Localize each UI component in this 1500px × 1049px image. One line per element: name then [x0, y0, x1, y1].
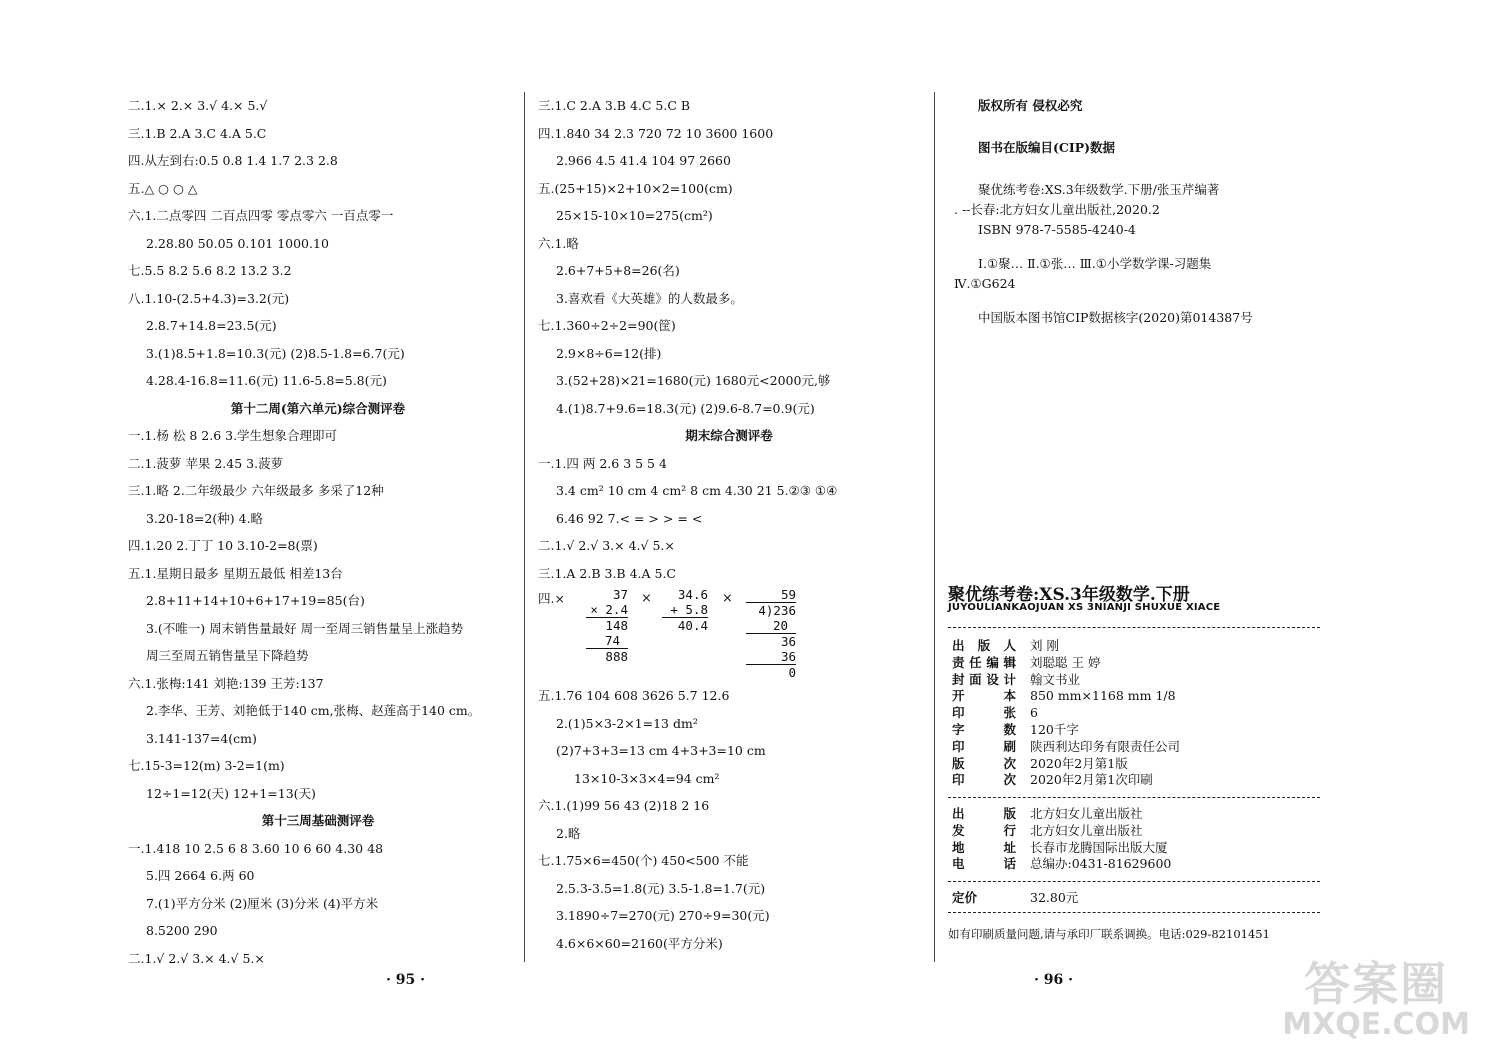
- price-value: 32.80元: [1030, 890, 1079, 905]
- answer-line: 2.李华、王芳、刘艳低于140 cm,张梅、赵莲高于140 cm。: [146, 703, 481, 718]
- dashed-divider: [948, 881, 1320, 882]
- section-heading: 第十二周(第六单元)综合测评卷: [230, 400, 406, 416]
- answer-line: 12÷1=12(天) 12+1=13(天): [146, 785, 316, 801]
- vertical-multiplication: [586, 587, 628, 664]
- info-value: 北方妇女儿童出版社: [1030, 822, 1143, 838]
- answer-line: 二.1.√ 2.√ 3.× 4.√ 5.×: [128, 950, 265, 966]
- answer-line: 七.1.75×6=450(个) 450<500 不能: [538, 853, 749, 868]
- info-row: [952, 672, 1180, 689]
- answer-line: 二.1.√ 2.√ 3.× 4.√ 5.×: [538, 538, 675, 553]
- info-label: 封 面 设 计: [952, 671, 1016, 687]
- info-row: [952, 655, 1180, 672]
- answer-line: 3.20-18=2(种) 4.略: [146, 510, 264, 526]
- answer-line: 3.4 cm² 10 cm 4 cm² 8 cm 4.30 21 5.②③ ①④: [556, 483, 838, 498]
- answer-line: 2.(1)5×3-2×1=13 dm²: [556, 715, 698, 731]
- watermark-text: 答案圈: [1304, 957, 1449, 1011]
- answer-line: 3.喜欢看《大英雄》的人数最多。: [556, 290, 743, 306]
- calc-line: 37: [612, 587, 628, 602]
- info-value: 长春市龙腾国际出版大厦: [1030, 839, 1168, 855]
- info-label: 印 刷: [952, 738, 1016, 754]
- column-divider: [524, 92, 525, 962]
- info-value: 2020年2月第1次印刷: [1030, 772, 1153, 788]
- answer-line: 五.1.76 104 608 3626 5.7 12.6: [538, 688, 730, 703]
- info-label: 出 版 人: [952, 638, 1016, 653]
- dashed-divider: [948, 797, 1320, 798]
- answer-line: 3.(1)8.5+1.8=10.3(元) (2)8.5-1.8=6.7(元): [146, 345, 405, 361]
- answer-line: 2.9×8÷6=12(排): [556, 345, 662, 361]
- info-label: 责 任 编 辑: [952, 654, 1016, 670]
- info-value: 刘 刚: [1030, 638, 1059, 653]
- info-row: [952, 688, 1180, 705]
- answer-line: 2.8+11+14+10+6+17+19=85(台): [146, 593, 365, 608]
- answer-line: 2.略: [556, 825, 581, 841]
- answer-line: 八.1.10-(2.5+4.3)=3.2(元): [128, 290, 290, 306]
- publication-info-staff: [952, 638, 1180, 789]
- info-value: 总编办:0431-81629600: [1030, 856, 1172, 872]
- vertical-addition: [662, 587, 708, 633]
- calc-line: + 5.8: [662, 602, 708, 618]
- dashed-divider: [948, 912, 1320, 913]
- answer-line: 25×15-10×10=275(cm²): [556, 208, 713, 223]
- section-heading: 期末综合测评卷: [685, 428, 773, 443]
- calc-line: 0: [788, 665, 796, 680]
- cip-title: 图书在版编目(CIP)数据: [978, 140, 1116, 155]
- info-label: 出 版: [952, 806, 1016, 821]
- answer-line: 七.1.360÷2÷2=90(筐): [538, 318, 676, 333]
- answer-line: 2.6+7+5+8=26(名): [556, 263, 680, 278]
- answer-line: 一.1.杨 松 8 2.6 3.学生想象合理即可: [128, 428, 338, 443]
- info-value: 2020年2月第1版: [1030, 755, 1128, 771]
- answer-line: 4.6×6×60=2160(平方分米): [556, 935, 723, 951]
- vertical-calculations: [538, 587, 920, 682]
- answer-line: 一.1.四 两 2.6 3 5 5 4: [538, 455, 667, 471]
- publication-info-publisher: [952, 806, 1171, 873]
- calc-line: 34.6: [677, 587, 708, 602]
- copyright-notice: 版权所有 侵权必究: [978, 98, 1083, 113]
- info-row: [952, 638, 1180, 655]
- info-row: [952, 856, 1171, 873]
- price-row: [952, 890, 1078, 907]
- answer-line: 2.5.3-3.5=1.8(元) 3.5-1.8=1.7(元): [556, 880, 766, 896]
- calc-line: × 2.4: [586, 602, 628, 618]
- info-label: 印 次: [952, 772, 1016, 788]
- price-label: 定价: [952, 890, 978, 905]
- calc-line: 148: [605, 618, 628, 633]
- copyright-block: [948, 96, 1326, 328]
- info-label: 发 行: [952, 822, 1016, 838]
- calc-line: 36: [780, 634, 796, 649]
- info-value: 120千字: [1030, 721, 1079, 737]
- answer-column-middle: [538, 92, 920, 957]
- calc-line: 4)236: [758, 603, 796, 618]
- column-divider: [934, 92, 935, 962]
- info-value: 陕西利达印务有限责任公司: [1030, 738, 1181, 754]
- info-label: 地 址: [952, 839, 1016, 855]
- section-four-prefix: 四.×: [538, 591, 565, 606]
- answer-line: 3.(不唯一) 周末销售量最好 周一至周三销售量呈上涨趋势: [146, 620, 464, 636]
- answer-line: 六.1.张梅:141 刘艳:139 王芳:137: [128, 675, 324, 691]
- answer-line: 2.28.80 50.05 0.101 1000.10: [146, 235, 329, 251]
- answer-line: 7.(1)平方分米 (2)厘米 (3)分米 (4)平方米: [146, 895, 379, 911]
- answer-line: 3.1890÷7=270(元) 270÷9=30(元): [556, 908, 770, 923]
- info-label: 版 次: [952, 755, 1016, 771]
- calc-line: 20: [746, 618, 796, 634]
- info-value: 850 mm×1168 mm 1/8: [1030, 688, 1176, 704]
- answer-line: 8.5200 290: [146, 923, 218, 938]
- book-title-pinyin: JUYOULIANKAOJUAN XS 3NIANJI SHUXUE XIACE: [948, 602, 1221, 613]
- wrong-mark: ×: [722, 591, 733, 606]
- calc-line: 36: [746, 649, 796, 665]
- answer-line: 4.28.4-16.8=11.6(元) 11.6-5.8=5.8(元): [146, 373, 387, 388]
- info-row: [952, 739, 1180, 756]
- calc-line: 74: [586, 633, 628, 649]
- info-row: [952, 823, 1171, 840]
- cip-line: . --长春:北方妇女儿童出版社,2020.2: [954, 202, 1160, 217]
- info-value: 翰文书业: [1030, 671, 1081, 687]
- answer-line: 一.1.418 10 2.5 6 8 3.60 10 6 60 4.30 48: [128, 840, 384, 856]
- cip-line: 聚优练考卷:XS.3年级数学.下册/张玉芹编著: [978, 182, 1220, 197]
- answer-line: 3.(52+28)×21=1680(元) 1680元<2000元,够: [556, 373, 831, 388]
- watermark-url: MXQE.COM: [1282, 1007, 1470, 1042]
- info-row: [952, 756, 1180, 773]
- page-number: · 96 ·: [1034, 972, 1073, 988]
- cip-verify: 中国版本图书馆CIP数据核字(2020)第014387号: [978, 310, 1253, 325]
- classification-line: Ⅳ.①G624: [954, 276, 1016, 291]
- answer-line: 三.1.略 2.二年级最少 六年级最多 多采了12种: [128, 483, 384, 498]
- answer-line: (2)7+3+3=13 cm 4+3+3=10 cm: [556, 743, 766, 758]
- answer-line: 五.(25+15)×2+10×2=100(cm): [538, 180, 733, 196]
- classification-line: Ⅰ.①聚… Ⅱ.①张… Ⅲ.①小学数学课-习题集: [978, 256, 1212, 271]
- wrong-mark: ×: [641, 591, 652, 606]
- info-label: 电 话: [952, 856, 1016, 872]
- answer-line: 六.1.(1)99 56 43 (2)18 2 16: [538, 798, 710, 813]
- info-value: 北方妇女儿童出版社: [1030, 806, 1143, 821]
- dashed-divider: [948, 627, 1320, 628]
- answer-line: 二.1.菠萝 苹果 2.45 3.菠萝: [128, 455, 284, 471]
- calc-line: 59: [746, 587, 796, 603]
- page-number: · 95 ·: [386, 972, 425, 988]
- answer-line: 5.四 2664 6.两 60: [146, 868, 255, 883]
- book-title: 聚优练考卷:XS.3年级数学.下册: [948, 585, 1190, 605]
- answer-line: 四.1.840 34 2.3 720 72 10 3600 1600: [538, 125, 774, 141]
- answer-line: 七.15-3=12(m) 3-2=1(m): [128, 758, 285, 773]
- answer-line: 4.(1)8.7+9.6=18.3(元) (2)9.6-8.7=0.9(元): [556, 400, 815, 416]
- answer-line: 四.从左到右:0.5 0.8 1.4 1.7 2.3 2.8: [128, 153, 338, 168]
- info-row: [952, 840, 1171, 857]
- calc-line: 888: [605, 649, 628, 664]
- info-row: [952, 772, 1180, 789]
- answer-line: 3.141-137=4(cm): [146, 730, 257, 746]
- calc-line: 40.4: [677, 618, 708, 633]
- section-heading: 第十三周基础测评卷: [261, 813, 375, 828]
- answer-line: 6.46 92 7.< = > > = <: [556, 510, 703, 526]
- answer-line: 六.1.二点零四 二百点四零 零点零六 一百点零一: [128, 208, 394, 223]
- info-row: [952, 722, 1180, 739]
- answer-line: 三.1.B 2.A 3.C 4.A 5.C: [128, 125, 267, 141]
- answer-line: 五.1.星期日最多 星期五最低 相差13台: [128, 565, 343, 581]
- site-watermark: [1282, 959, 1470, 1041]
- info-value: 6: [1030, 705, 1038, 721]
- info-value: 刘聪聪 王 婷: [1030, 654, 1101, 670]
- answer-column-left: [128, 92, 508, 972]
- info-label: 开 本: [952, 688, 1016, 704]
- info-row: [952, 705, 1180, 722]
- vertical-division: [746, 587, 796, 680]
- answer-line: 七.5.5 8.2 5.6 8.2 13.2 3.2: [128, 263, 292, 278]
- info-label: 字 数: [952, 721, 1016, 737]
- answer-line: 三.1.A 2.B 3.B 4.A 5.C: [538, 565, 676, 581]
- answer-line: 四.1.20 2.丁丁 10 3.10-2=8(票): [128, 538, 318, 553]
- answer-line: 周三至周五销售量呈下降趋势: [146, 648, 309, 663]
- cip-line: ISBN 978-7-5585-4240-4: [978, 222, 1136, 237]
- answer-line: 13×10-3×3×4=94 cm²: [574, 770, 720, 786]
- answer-line: 三.1.C 2.A 3.B 4.C 5.C B: [538, 98, 691, 113]
- info-row: [952, 806, 1171, 823]
- answer-line: 二.1.× 2.× 3.√ 4.× 5.√: [128, 98, 268, 113]
- info-label: 印 张: [952, 705, 1016, 721]
- answer-line: 2.966 4.5 41.4 104 97 2660: [556, 153, 731, 168]
- answer-line: 2.8.7+14.8=23.5(元): [146, 318, 277, 333]
- quality-note: 如有印刷质量问题,请与承印厂联系调换。电话:029-82101451: [948, 927, 1270, 941]
- answer-line: 六.1.略: [538, 235, 579, 251]
- answer-line: 五.△ ○ ○ △: [128, 180, 198, 196]
